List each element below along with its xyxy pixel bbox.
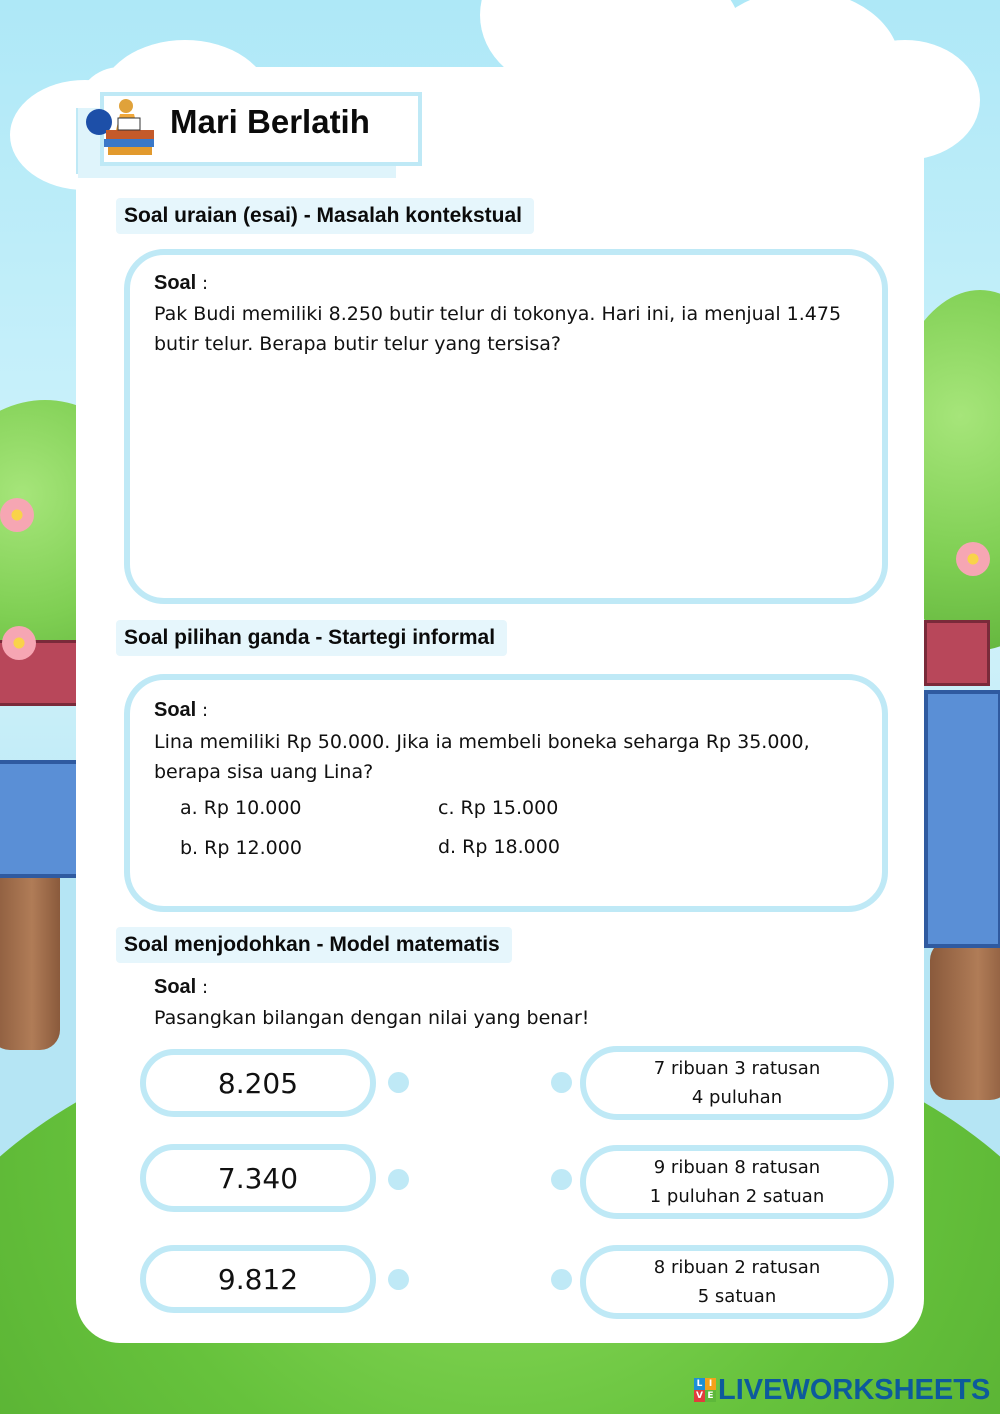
question-heading xyxy=(154,976,208,999)
option-a[interactable]: a. Rp 10.000 xyxy=(180,797,302,819)
page-title: Mari Berlatih xyxy=(170,103,370,140)
option-b[interactable]: b. Rp 12.000 xyxy=(180,837,302,859)
question-heading-colon: : xyxy=(201,700,209,721)
match-right-connector-2[interactable] xyxy=(551,1169,572,1190)
match-left-connector-2[interactable] xyxy=(388,1169,409,1190)
flower xyxy=(0,498,34,532)
option-d[interactable]: d. Rp 18.000 xyxy=(438,836,560,858)
brand-mark-letter: I xyxy=(705,1378,716,1390)
liveworksheets-logo[interactable] xyxy=(694,1374,990,1406)
essay-question-text: Pak Budi memiliki 8.250 butir telur di tokonya. Hari ini, ia menjual 1.475 butir telur. Berapa butir telur yang tersisa? xyxy=(154,303,842,355)
match-right-line: 8 ribuan 2 ratusan xyxy=(653,1257,821,1278)
question-heading-colon: : xyxy=(201,977,209,998)
flower xyxy=(956,542,990,576)
question-heading-label: Soal xyxy=(154,976,197,998)
section-label-matching: Soal menjodohkan - Model matematis xyxy=(116,927,512,963)
match-right-item-2[interactable] xyxy=(580,1145,894,1219)
trunk-right xyxy=(930,940,1000,1100)
option-c[interactable]: c. Rp 15.000 xyxy=(438,797,559,819)
house-roof-right xyxy=(924,620,990,686)
section-label-multiple-choice: Soal pilihan ganda - Startegi informal xyxy=(116,620,507,656)
matching-instruction-text: Pasangkan bilangan dengan nilai yang benar! xyxy=(154,1007,590,1029)
house-wall-left xyxy=(0,760,84,878)
match-right-line: 9 ribuan 8 ratusan xyxy=(653,1157,821,1178)
match-right-item-3[interactable] xyxy=(580,1245,894,1319)
match-right-text xyxy=(654,1054,820,1112)
match-right-connector-1[interactable] xyxy=(551,1072,572,1093)
multiple-choice-question-text: Lina memiliki Rp 50.000. Jika ia membeli boneka seharga Rp 35.000, berapa sisa uang Lina? xyxy=(154,731,810,783)
flower xyxy=(2,626,36,660)
match-right-text xyxy=(650,1153,824,1211)
match-right-text xyxy=(654,1253,820,1311)
match-left-item-3[interactable]: 9.812 xyxy=(140,1245,376,1313)
books-reader-icon xyxy=(84,92,158,158)
liveworksheets-mark-icon xyxy=(694,1378,716,1402)
match-right-line: 1 puluhan 2 satuan xyxy=(649,1186,825,1207)
match-left-connector-3[interactable] xyxy=(388,1269,409,1290)
question-heading-colon: : xyxy=(201,273,209,294)
question-heading-label: Soal xyxy=(154,272,197,294)
match-right-line: 7 ribuan 3 ratusan xyxy=(653,1058,821,1079)
question-heading xyxy=(154,699,208,722)
match-left-connector-1[interactable] xyxy=(388,1072,409,1093)
multiple-choice-box xyxy=(124,674,888,912)
question-heading xyxy=(154,272,208,295)
match-left-item-2[interactable]: 7.340 xyxy=(140,1144,376,1212)
match-right-line: 4 puluhan xyxy=(691,1087,783,1108)
brand-mark-letter: L xyxy=(694,1378,705,1390)
match-left-item-1[interactable]: 8.205 xyxy=(140,1049,376,1117)
brand-mark-letter: E xyxy=(705,1390,716,1402)
section-label-essay: Soal uraian (esai) - Masalah kontekstual xyxy=(116,198,534,234)
brand-text: LIVEWORKSHEETS xyxy=(718,1373,991,1406)
house-wall-right xyxy=(924,690,1000,948)
brand-mark-letter: V xyxy=(694,1390,705,1402)
match-right-line: 5 satuan xyxy=(697,1286,777,1307)
question-heading-label: Soal xyxy=(154,699,197,721)
match-right-item-1[interactable] xyxy=(580,1046,894,1120)
match-right-connector-3[interactable] xyxy=(551,1269,572,1290)
